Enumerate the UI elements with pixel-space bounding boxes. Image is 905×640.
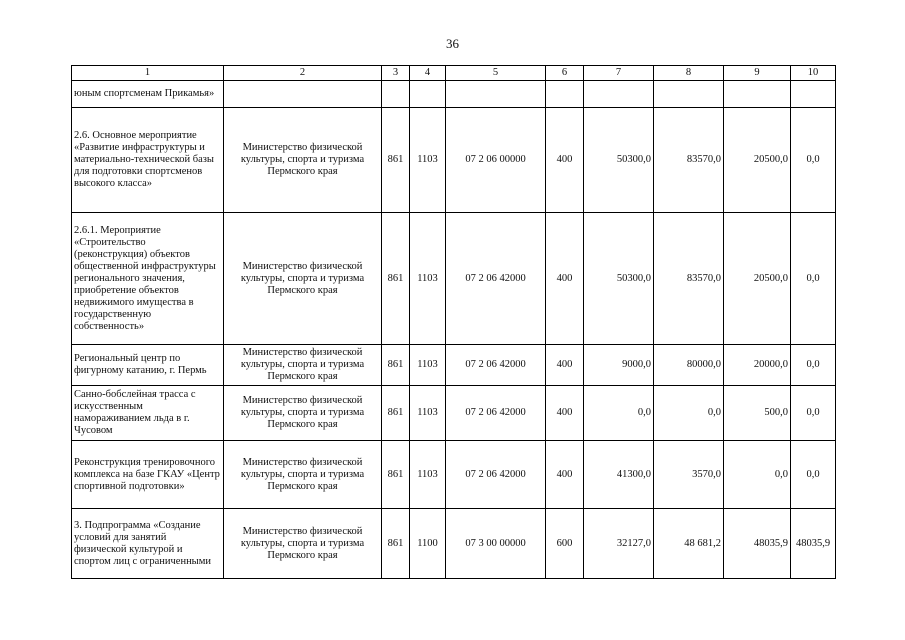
cell-expense-type: 400 (546, 441, 584, 509)
cell-amount (584, 81, 654, 108)
header-row (72, 66, 836, 81)
cell-department: Министерство физической культуры, спорта и туризма Пермского края (224, 386, 382, 441)
cell-code: 861 (382, 441, 410, 509)
table-row (72, 108, 836, 213)
cell-name: Санно-бобслейная трасса с искусственным намораживанием льда в г. Чусовом (72, 386, 224, 441)
cell-department: Министерство физической культуры, спорта и туризма Пермского края (224, 509, 382, 579)
cell-name: Региональный центр по фигурному катанию, г. Пермь (72, 345, 224, 386)
cell-section: 1103 (410, 213, 446, 345)
col-header: 7 (584, 66, 654, 81)
cell-amount: 48035,9 (724, 509, 791, 579)
cell-name: 3. Подпрограмма «Создание условий для занятий физической культурой и спортом лиц с ограниченными (72, 509, 224, 579)
cell-target-article: 07 3 00 00000 (446, 509, 546, 579)
cell-department: Министерство физической культуры, спорта и туризма Пермского края (224, 441, 382, 509)
table-row (72, 213, 836, 345)
cell-code: 861 (382, 386, 410, 441)
col-header: 4 (410, 66, 446, 81)
cell-section (410, 81, 446, 108)
cell-amount (654, 81, 724, 108)
cell-expense-type: 400 (546, 108, 584, 213)
cell-amount (724, 81, 791, 108)
cell-target-article: 07 2 06 42000 (446, 345, 546, 386)
table-row (72, 345, 836, 386)
col-header: 5 (446, 66, 546, 81)
col-header: 3 (382, 66, 410, 81)
cell-amount: 0,0 (584, 386, 654, 441)
cell-expense-type: 400 (546, 386, 584, 441)
cell-name: Реконструкция тренировочного комплекса на базе ГКАУ «Центр спортивной подготовки» (72, 441, 224, 509)
cell-amount (791, 81, 836, 108)
col-header: 10 (791, 66, 836, 81)
cell-amount: 0,0 (791, 213, 836, 345)
cell-expense-type: 400 (546, 213, 584, 345)
cell-section: 1103 (410, 108, 446, 213)
col-header: 9 (724, 66, 791, 81)
table-row (72, 81, 836, 108)
cell-department: Министерство физической культуры, спорта и туризма Пермского края (224, 213, 382, 345)
cell-code: 861 (382, 345, 410, 386)
cell-amount: 0,0 (654, 386, 724, 441)
cell-section: 1103 (410, 345, 446, 386)
col-header: 8 (654, 66, 724, 81)
cell-amount: 41300,0 (584, 441, 654, 509)
cell-amount: 20000,0 (724, 345, 791, 386)
budget-table (71, 65, 836, 579)
cell-department: Министерство физической культуры, спорта и туризма Пермского края (224, 345, 382, 386)
cell-code: 861 (382, 213, 410, 345)
col-header: 1 (72, 66, 224, 81)
cell-amount: 0,0 (791, 441, 836, 509)
table-row (72, 441, 836, 509)
cell-expense-type (546, 81, 584, 108)
cell-amount: 83570,0 (654, 213, 724, 345)
cell-expense-type: 600 (546, 509, 584, 579)
cell-amount: 32127,0 (584, 509, 654, 579)
table-row (72, 386, 836, 441)
cell-target-article: 07 2 06 42000 (446, 386, 546, 441)
cell-amount: 83570,0 (654, 108, 724, 213)
cell-section: 1103 (410, 441, 446, 509)
cell-amount: 48 681,2 (654, 509, 724, 579)
cell-amount: 9000,0 (584, 345, 654, 386)
cell-target-article (446, 81, 546, 108)
cell-amount: 80000,0 (654, 345, 724, 386)
cell-amount: 50300,0 (584, 108, 654, 213)
cell-amount: 50300,0 (584, 213, 654, 345)
cell-amount: 0,0 (791, 345, 836, 386)
cell-section: 1100 (410, 509, 446, 579)
table-row (72, 509, 836, 579)
cell-section: 1103 (410, 386, 446, 441)
cell-code: 861 (382, 108, 410, 213)
col-header: 6 (546, 66, 584, 81)
cell-target-article: 07 2 06 00000 (446, 108, 546, 213)
cell-amount: 0,0 (791, 108, 836, 213)
cell-amount: 48035,9 (791, 509, 836, 579)
cell-code: 861 (382, 509, 410, 579)
col-header: 2 (224, 66, 382, 81)
cell-department: Министерство физической культуры, спорта и туризма Пермского края (224, 108, 382, 213)
cell-name: юным спортсменам Прикамья» (72, 81, 224, 108)
cell-amount: 500,0 (724, 386, 791, 441)
cell-code (382, 81, 410, 108)
cell-amount: 20500,0 (724, 108, 791, 213)
cell-target-article: 07 2 06 42000 (446, 441, 546, 509)
cell-name: 2.6. Основное мероприятие «Развитие инфраструктуры и материально-технической базы для подготовки спортсменов высокого класса» (72, 108, 224, 213)
cell-name: 2.6.1. Мероприятие «Строительство (реконструкция) объектов общественной инфраструктуры регионального значения, приобретение объектов недвижимого имущества в государственную собственность» (72, 213, 224, 345)
cell-expense-type: 400 (546, 345, 584, 386)
cell-amount: 3570,0 (654, 441, 724, 509)
cell-amount: 0,0 (724, 441, 791, 509)
cell-department (224, 81, 382, 108)
cell-amount: 0,0 (791, 386, 836, 441)
cell-target-article: 07 2 06 42000 (446, 213, 546, 345)
page-number: 36 (446, 36, 459, 51)
cell-amount: 20500,0 (724, 213, 791, 345)
